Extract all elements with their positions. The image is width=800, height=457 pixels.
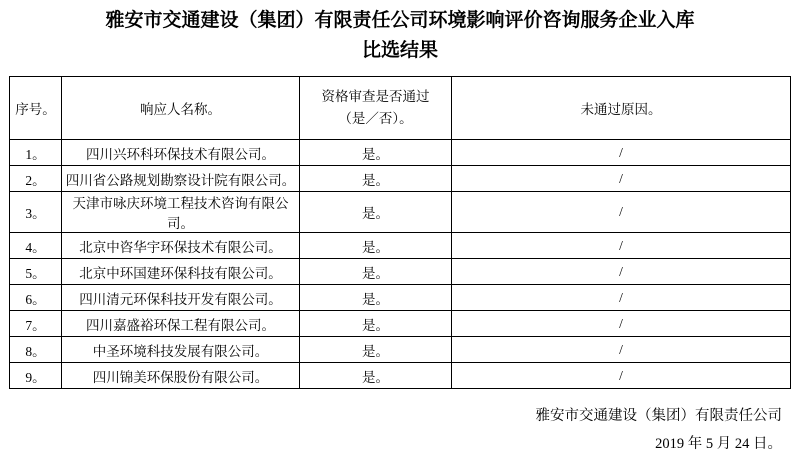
cell-name: 北京中咨华宇环保技术有限公司。 bbox=[62, 233, 300, 259]
cell-no: 6。 bbox=[10, 285, 62, 311]
header-cell-pass-line-1: 资格审查是否通过 bbox=[321, 89, 430, 104]
cell-name: 四川嘉盛裕环保工程有限公司。 bbox=[62, 311, 300, 337]
cell-pass: 是。 bbox=[300, 259, 452, 285]
cell-no: 4。 bbox=[10, 233, 62, 259]
cell-name: 四川清元环保科技开发有限公司。 bbox=[62, 285, 300, 311]
page-title-line-2: 比选结果 bbox=[361, 40, 438, 61]
table-row bbox=[10, 311, 791, 337]
table-row bbox=[10, 337, 791, 363]
cell-reason: / bbox=[452, 233, 791, 259]
cell-pass: 是。 bbox=[300, 285, 452, 311]
page-title-line-1: 雅安市交通建设（集团）有限责任公司环境影响评价咨询服务企业入库 bbox=[105, 10, 695, 31]
header-cell-reason: 未通过原因。 bbox=[452, 77, 791, 140]
cell-no: 5。 bbox=[10, 259, 62, 285]
header-cell-pass-line-2: （是／否）。 bbox=[338, 111, 413, 126]
table-header bbox=[10, 77, 791, 140]
table-row bbox=[10, 285, 791, 311]
cell-name: 四川省公路规划勘察设计院有限公司。 bbox=[62, 166, 300, 192]
header-cell-no: 序号。 bbox=[10, 77, 62, 140]
cell-reason: / bbox=[452, 259, 791, 285]
cell-pass: 是。 bbox=[300, 166, 452, 192]
table-row bbox=[10, 140, 791, 166]
table-header-row bbox=[10, 77, 791, 140]
page-title bbox=[8, 0, 792, 66]
cell-no: 9。 bbox=[10, 363, 62, 389]
cell-name: 四川兴环科环保技术有限公司。 bbox=[62, 140, 300, 166]
cell-pass: 是。 bbox=[300, 140, 452, 166]
table-row bbox=[10, 192, 791, 233]
cell-pass: 是。 bbox=[300, 311, 452, 337]
cell-no: 7。 bbox=[10, 311, 62, 337]
cell-pass: 是。 bbox=[300, 233, 452, 259]
cell-no: 3。 bbox=[10, 192, 62, 233]
signature-date: 2019 年 5 月 24 日。 bbox=[655, 436, 782, 452]
cell-reason: / bbox=[452, 166, 791, 192]
cell-pass: 是。 bbox=[300, 363, 452, 389]
cell-reason: / bbox=[452, 285, 791, 311]
cell-reason: / bbox=[452, 140, 791, 166]
signature-company: 雅安市交通建设（集团）有限责任公司 bbox=[535, 408, 782, 424]
table-row bbox=[10, 233, 791, 259]
cell-reason: / bbox=[452, 363, 791, 389]
cell-name: 四川锦美环保股份有限公司。 bbox=[62, 363, 300, 389]
table-row bbox=[10, 259, 791, 285]
cell-no: 1。 bbox=[10, 140, 62, 166]
header-cell-pass bbox=[300, 77, 452, 140]
table-row bbox=[10, 166, 791, 192]
cell-name: 天津市咏庆环境工程技术咨询有限公司。 bbox=[62, 192, 300, 233]
table-row bbox=[10, 363, 791, 389]
cell-no: 8。 bbox=[10, 337, 62, 363]
cell-no: 2。 bbox=[10, 166, 62, 192]
cell-pass: 是。 bbox=[300, 337, 452, 363]
cell-name: 北京中环国建环保科技有限公司。 bbox=[62, 259, 300, 285]
cell-name: 中圣环境科技发展有限公司。 bbox=[62, 337, 300, 363]
header-cell-name: 响应人名称。 bbox=[62, 77, 300, 140]
cell-pass: 是。 bbox=[300, 192, 452, 233]
cell-reason: / bbox=[452, 311, 791, 337]
results-table bbox=[9, 76, 791, 389]
table-body bbox=[10, 140, 791, 389]
cell-reason: / bbox=[452, 337, 791, 363]
cell-reason: / bbox=[452, 192, 791, 233]
